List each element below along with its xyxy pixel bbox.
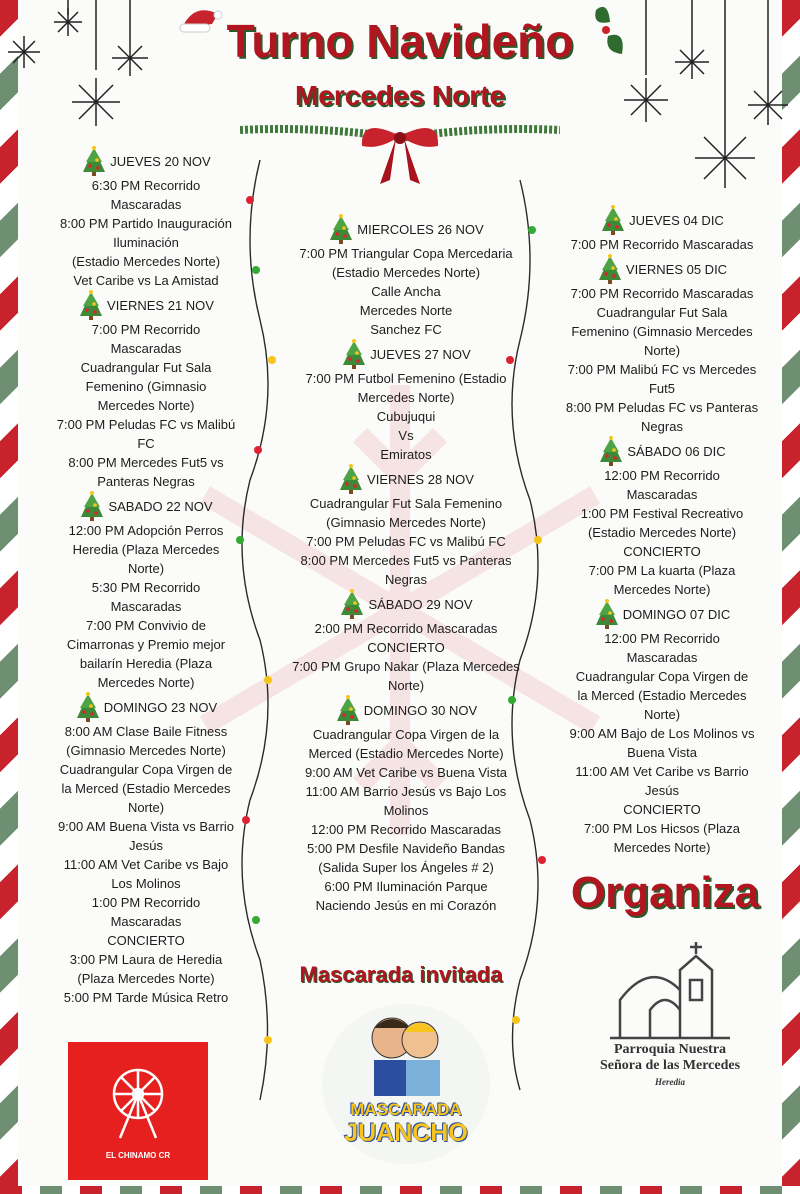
christmas-tree-icon bbox=[341, 339, 367, 369]
event-line: CONCIERTO bbox=[623, 544, 701, 559]
event-line: Mascaradas bbox=[110, 197, 182, 212]
parroquia-line1: Parroquia Nuestra bbox=[613, 1042, 727, 1057]
event-line: 8:00 PM Partido Inauguración bbox=[60, 216, 232, 231]
event-line: 9:00 AM Vet Caribe vs Buena Vista bbox=[304, 765, 508, 780]
event-line: (Estadio Mercedes Norte) bbox=[71, 254, 221, 269]
event-line: 6:30 PM Recorrido bbox=[91, 178, 201, 193]
event-line: Cuadrangular Copa Virgen de bbox=[59, 762, 233, 777]
event-line: Sanchez FC bbox=[370, 322, 442, 337]
event-line: 7:00 PM Peludas FC vs Malibú FC bbox=[306, 534, 506, 549]
event-line: la Merced (Estadio Mercedes bbox=[577, 688, 747, 703]
ferris-wheel-icon bbox=[106, 1064, 170, 1140]
event-line: Mascaradas bbox=[626, 487, 698, 502]
event-line: 5:30 PM Recorrido bbox=[91, 580, 201, 595]
day-heading bbox=[556, 436, 768, 466]
juancho-label-line1: MASCARADA bbox=[350, 1100, 462, 1119]
event-line: Norte) bbox=[127, 800, 165, 815]
event-line: Mercedes Norte) bbox=[613, 840, 711, 855]
day-block bbox=[282, 339, 530, 464]
day-block bbox=[36, 146, 256, 290]
event-line: 1:00 PM Recorrido bbox=[91, 895, 201, 910]
event-line: Femenino (Gimnasio bbox=[85, 379, 207, 394]
mascarada-invitada-heading: Mascarada invitada bbox=[299, 962, 503, 987]
event-line: 11:00 AM Vet Caribe vs Barrio bbox=[575, 764, 749, 779]
day-heading bbox=[282, 464, 530, 494]
event-line: 7:00 PM Triangular Copa Mercedaria bbox=[299, 246, 513, 261]
event-line: CONCIERTO bbox=[623, 802, 701, 817]
event-line: Iluminación bbox=[113, 235, 179, 250]
christmas-tree-icon bbox=[78, 290, 104, 320]
event-line: Cuadrangular Copa Virgen de bbox=[575, 669, 749, 684]
event-line: Panteras Negras bbox=[97, 474, 195, 489]
day-block bbox=[556, 599, 768, 857]
day-block bbox=[282, 464, 530, 589]
day-label: SÁBADO 29 NOV bbox=[368, 596, 473, 612]
christmas-tree-icon bbox=[600, 205, 626, 235]
parroquia-logo bbox=[570, 940, 770, 1110]
el-chinamo-label: EL CHINAMO CR bbox=[105, 1151, 171, 1160]
page-subtitle: Mercedes Norte bbox=[294, 80, 506, 111]
day-heading bbox=[556, 254, 768, 284]
event-line: 7:00 PM Malibú FC vs Mercedes bbox=[567, 362, 757, 377]
event-line: 12:00 PM Recorrido bbox=[604, 468, 720, 483]
event-line: 5:00 PM Tarde Música Retro bbox=[63, 990, 229, 1005]
event-line: Jesús bbox=[129, 838, 163, 853]
event-line: 7:00 PM Peludas FC vs Malibú bbox=[56, 417, 236, 432]
event-line: 11:00 AM Vet Caribe vs Bajo bbox=[63, 857, 229, 872]
event-line: Cubujuqui bbox=[376, 409, 436, 424]
event-line: 12:00 PM Adopción Perros bbox=[68, 523, 224, 538]
day-label: VIERNES 05 DIC bbox=[625, 261, 728, 277]
christmas-tree-icon bbox=[598, 436, 624, 466]
church-icon bbox=[610, 940, 730, 1040]
event-line: 9:00 AM Buena Vista vs Barrio bbox=[57, 819, 235, 834]
day-heading bbox=[282, 695, 530, 725]
event-line: Norte) bbox=[127, 561, 165, 576]
event-line: Mercedes Norte) bbox=[613, 582, 711, 597]
event-line: Buena Vista bbox=[627, 745, 697, 760]
day-label: DOMINGO 23 NOV bbox=[103, 699, 218, 715]
event-line: Mercedes Norte) bbox=[97, 398, 195, 413]
event-line: 6:00 PM Iluminación Parque bbox=[324, 879, 488, 894]
day-block bbox=[556, 254, 768, 436]
day-heading bbox=[282, 214, 530, 244]
day-label: MIERCOLES 26 NOV bbox=[357, 221, 484, 237]
event-line: 11:00 AM Barrio Jesús vs Bajo Los bbox=[305, 784, 507, 799]
event-line: Molinos bbox=[383, 803, 429, 818]
event-line: 8:00 AM Clase Baile Fitness bbox=[64, 724, 228, 739]
event-line: (Gimnasio Mercedes Norte) bbox=[66, 743, 226, 758]
event-line: (Plaza Mercedes Norte) bbox=[77, 971, 215, 986]
organiza-heading: Organiza bbox=[570, 868, 760, 917]
day-label: DOMINGO 30 NOV bbox=[363, 702, 478, 718]
day-block bbox=[282, 214, 530, 339]
event-line: Los Molinos bbox=[111, 876, 181, 891]
candy-stripe-bottom bbox=[0, 1186, 800, 1194]
day-label: SÁBADO 06 DIC bbox=[627, 443, 726, 459]
christmas-tree-icon bbox=[328, 214, 354, 244]
event-line: 8:00 PM Peludas FC vs Panteras bbox=[565, 400, 759, 415]
event-line: 9:00 AM Bajo de Los Molinos vs bbox=[569, 726, 755, 741]
event-line: bailarín Heredia (Plaza bbox=[79, 656, 213, 671]
event-line: (Salida Super los Ángeles # 2) bbox=[318, 860, 494, 875]
event-line: 5:00 PM Desfile Navideño Bandas bbox=[306, 841, 505, 856]
day-label: SABADO 22 NOV bbox=[108, 498, 213, 514]
event-line: Fut5 bbox=[648, 381, 675, 396]
event-line: Cimarronas y Premio mejor bbox=[66, 637, 226, 652]
day-block bbox=[556, 436, 768, 599]
day-heading bbox=[36, 692, 256, 722]
event-line: 7:00 PM La kuarta (Plaza bbox=[588, 563, 736, 578]
day-block bbox=[282, 589, 530, 695]
event-line: Calle Ancha bbox=[371, 284, 441, 299]
day-block bbox=[36, 491, 256, 692]
event-line: CONCIERTO bbox=[367, 640, 445, 655]
day-label: VIERNES 21 NOV bbox=[107, 297, 214, 313]
event-line: Norte) bbox=[643, 707, 681, 722]
page-title: Turno Navideño bbox=[226, 15, 574, 67]
schedule-column-1 bbox=[36, 146, 256, 1007]
day-label: VIERNES 28 NOV bbox=[367, 471, 474, 487]
event-line: Femenino (Gimnasio Mercedes bbox=[571, 324, 753, 339]
event-line: Cuadrangular Fut Sala Femenino bbox=[309, 496, 503, 511]
christmas-tree-icon bbox=[338, 464, 364, 494]
event-line: 3:00 PM Laura de Heredia bbox=[69, 952, 223, 967]
event-line: Mascaradas bbox=[626, 650, 698, 665]
event-line: Merced (Estadio Mercedes Norte) bbox=[308, 746, 504, 761]
day-block bbox=[282, 695, 530, 915]
day-label: DOMINGO 07 DIC bbox=[622, 606, 731, 622]
event-line: Norte) bbox=[643, 343, 681, 358]
christmas-tree-icon bbox=[335, 695, 361, 725]
event-line: 7:00 PM Futbol Femenino (Estadio bbox=[305, 371, 507, 386]
event-line: Emiratos bbox=[380, 447, 432, 462]
day-heading bbox=[282, 339, 530, 369]
event-line: CONCIERTO bbox=[107, 933, 185, 948]
day-label: JUEVES 20 NOV bbox=[110, 153, 211, 169]
event-line: Norte) bbox=[387, 678, 425, 693]
event-line: Cuadrangular Copa Virgen de la bbox=[312, 727, 500, 742]
event-line: 7:00 PM Recorrido Mascaradas bbox=[570, 286, 754, 301]
day-heading bbox=[556, 599, 768, 629]
christmas-tree-icon bbox=[594, 599, 620, 629]
day-label: JUEVES 27 NOV bbox=[370, 346, 471, 362]
event-line: 12:00 PM Recorrido Mascaradas bbox=[310, 822, 502, 837]
event-line: FC bbox=[137, 436, 155, 451]
event-line: 7:00 PM Los Hicsos (Plaza bbox=[583, 821, 741, 836]
event-line: la Merced (Estadio Mercedes bbox=[61, 781, 231, 796]
parroquia-line2: Señora de las Mercedes bbox=[599, 1058, 741, 1073]
day-heading bbox=[36, 290, 256, 320]
event-line: 8:00 PM Mercedes Fut5 vs bbox=[68, 455, 224, 470]
event-line: 12:00 PM Recorrido bbox=[604, 631, 720, 646]
event-line: Jesús bbox=[645, 783, 679, 798]
day-block bbox=[556, 205, 768, 254]
mascarada-juancho-logo bbox=[322, 1004, 490, 1164]
parroquia-text bbox=[570, 1042, 770, 1090]
event-line: 2:00 PM Recorrido Mascaradas bbox=[314, 621, 498, 636]
event-line: Mascaradas bbox=[110, 341, 182, 356]
event-line: 7:00 PM Grupo Nakar (Plaza Mercedes bbox=[292, 659, 520, 674]
day-heading bbox=[282, 589, 530, 619]
day-heading bbox=[556, 205, 768, 235]
event-line: Negras bbox=[641, 419, 683, 434]
event-line: Mascaradas bbox=[110, 914, 182, 929]
day-heading bbox=[36, 146, 256, 176]
candy-stripe-left bbox=[0, 0, 18, 1194]
el-chinamo-logo bbox=[68, 1042, 208, 1180]
christmas-tree-icon bbox=[81, 146, 107, 176]
day-block bbox=[36, 290, 256, 491]
christmas-tree-icon bbox=[75, 692, 101, 722]
event-line: Mercedes Norte) bbox=[357, 390, 455, 405]
event-line: Cuadrangular Fut Sala bbox=[80, 360, 212, 375]
event-line: 7:00 PM Recorrido bbox=[91, 322, 201, 337]
event-line: Vs bbox=[398, 428, 414, 443]
schedule-column-3 bbox=[556, 205, 768, 857]
event-line: Mercedes Norte bbox=[359, 303, 453, 318]
juancho-label-line2: JUANCHO bbox=[344, 1119, 468, 1147]
event-line: Cuadrangular Fut Sala bbox=[596, 305, 728, 320]
event-line: 8:00 PM Mercedes Fut5 vs Panteras bbox=[300, 553, 512, 568]
event-line: (Estadio Mercedes Norte) bbox=[331, 265, 481, 280]
mascarada-characters-icon bbox=[364, 1010, 448, 1098]
event-line: Heredia (Plaza Mercedes bbox=[72, 542, 220, 557]
event-line: (Gimnasio Mercedes Norte) bbox=[326, 515, 486, 530]
event-line: Mercedes Norte) bbox=[97, 675, 195, 690]
event-line: 1:00 PM Festival Recreativo bbox=[580, 506, 744, 521]
event-line: Negras bbox=[385, 572, 427, 587]
event-line: (Estadio Mercedes Norte) bbox=[587, 525, 737, 540]
day-heading bbox=[36, 491, 256, 521]
schedule-column-2 bbox=[282, 214, 530, 915]
christmas-tree-icon bbox=[339, 589, 365, 619]
event-line: Vet Caribe vs La Amistad bbox=[73, 273, 219, 288]
day-label: JUEVES 04 DIC bbox=[629, 212, 724, 228]
event-line: 7:00 PM Recorrido Mascaradas bbox=[570, 237, 754, 252]
christmas-tree-icon bbox=[79, 491, 105, 521]
event-line: Mascaradas bbox=[110, 599, 182, 614]
day-block bbox=[36, 692, 256, 1007]
event-line: 7:00 PM Convivio de bbox=[86, 618, 206, 633]
parroquia-line3: Heredia bbox=[655, 1077, 685, 1087]
christmas-tree-icon bbox=[597, 254, 623, 284]
event-line: Naciendo Jesús en mi Corazón bbox=[315, 898, 497, 913]
